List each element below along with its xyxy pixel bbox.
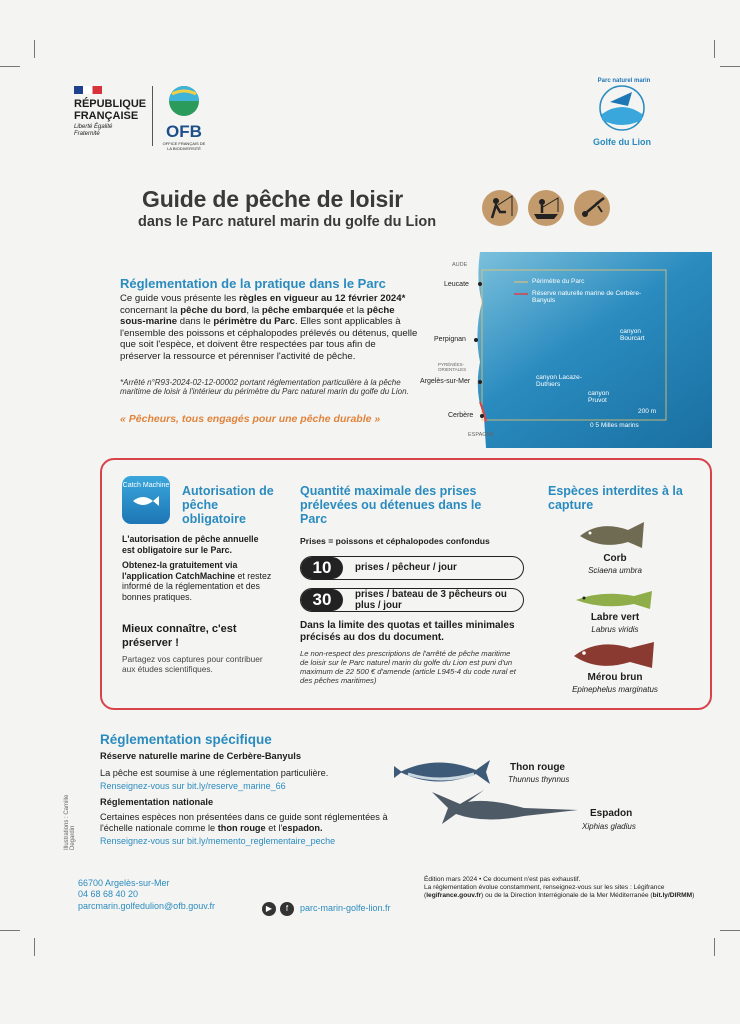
crop-mark: [720, 930, 740, 931]
fish-icon: [131, 493, 161, 509]
species-latin: Epinephelus marginatus: [572, 685, 658, 694]
quantity-limit: Dans la limite des quotas et tailles minimales précisés au dos du document.: [300, 620, 515, 643]
text: ): [692, 892, 695, 899]
text: Renseignez-vous sur: [100, 781, 188, 791]
pnm-logo: [588, 80, 656, 152]
regulation-note: *Arrêté n°R93-2024-02-12-00002 portant réglementation particulière à la pêche maritime de loisir à l'intérieur du périmètre du Parc naturel marin du golfe du Lion.: [120, 378, 409, 397]
map-label-canyon-lacaze: canyon Lacaze-Duthiers: [536, 374, 582, 388]
text-bold: pêche du bord: [180, 304, 247, 316]
authorization-app-text: [122, 560, 272, 602]
text-bold: règles en vigueur au 12 février 2024*: [238, 293, 406, 304]
text-bold: thon rouge: [217, 823, 266, 833]
ofb-globe-icon: [160, 84, 208, 118]
logo-separator: [152, 86, 153, 146]
species-name: Mérou brun: [587, 672, 643, 683]
ofb-name: OFB: [166, 122, 202, 141]
map-label-canyon-bourcart: canyon Bourcart: [620, 328, 645, 342]
text: dans le: [177, 316, 214, 328]
text: Renseignez-vous sur: [100, 836, 188, 846]
regulation-heading: Réglementation de la pratique dans le Parc: [120, 276, 386, 291]
crop-mark: [34, 40, 35, 58]
quota-number: 10: [301, 557, 343, 579]
map-scale: 0 5 Milles marins: [590, 422, 639, 429]
regulation-text: [120, 293, 418, 363]
quantity-subtitle: Prises = poissons et céphalopodes confondus: [300, 536, 490, 546]
phone: 04 68 68 40 20: [78, 889, 139, 900]
swordfish-name: Espadon: [590, 808, 633, 819]
spearfishing-icon: [574, 190, 610, 226]
merou-fish-icon: [570, 638, 658, 672]
reserve-link[interactable]: bit.ly/reserve_marine_66: [187, 781, 286, 791]
quota-pill: [300, 556, 524, 580]
crop-mark: [720, 66, 740, 67]
pnm-arc-label: Parc naturel marin: [597, 78, 651, 84]
quota-number: 30: [301, 589, 343, 611]
species-name: Labre vert: [590, 612, 640, 623]
tuna-name: Thon rouge: [510, 762, 565, 773]
address: 66700 Argelès-sur-Mer: [78, 878, 170, 888]
text: [424, 884, 714, 900]
tuna-fish-icon: [390, 752, 494, 792]
pnm-place: Golfe du Lion: [593, 137, 651, 147]
crop-mark: [34, 938, 35, 956]
authorization-text: L'autorisation de pêche annuelle est obligatoire sur le Parc.: [122, 534, 259, 555]
illustration-credit: Illustrations : Camille Degardin: [64, 794, 76, 850]
species-latin: Sciaena umbra: [588, 566, 642, 575]
text-bold: espadon.: [282, 823, 323, 833]
quota-pill: [300, 588, 524, 612]
text-bold: périmètre du Parc: [213, 316, 295, 328]
facebook-icon[interactable]: f: [280, 902, 294, 916]
crop-mark: [714, 938, 715, 956]
quota-text: prises / bateau de 3 pêcheurs ou plus / jour: [355, 589, 507, 611]
crop-mark: [0, 66, 20, 67]
quantity-heading: Quantité maximale des prises prélevées ou détenues dans le Parc: [300, 484, 482, 526]
pnm-emblem-icon: [588, 80, 656, 132]
text: La réglementation évolue constamment, renseignez-vous sur les sites : Légifrance (: [424, 884, 665, 899]
legend-perimeter: Périmètre du Parc: [532, 278, 585, 285]
forbidden-heading: Espèces interdites à la capture: [548, 484, 683, 512]
text: Édition mars 2024 • Ce document n'est pas exhaustif.: [424, 876, 581, 883]
youtube-icon[interactable]: ▶: [262, 902, 276, 916]
text-bold: pêche sous-marine: [120, 304, 395, 328]
text-bold: bit.ly/DIRMM: [652, 892, 693, 899]
national-text: [100, 812, 400, 834]
text-bold: Obtenez-la gratuitement via l'application CatchMachine: [122, 560, 238, 581]
national-link-line: [100, 836, 335, 846]
species-name: Corb: [603, 553, 627, 564]
catchmachine-app-icon: [122, 476, 170, 524]
marianne-flag-icon: [74, 86, 102, 94]
map-label-aude: AUDE: [452, 262, 468, 268]
fishing-boat-icon: [528, 190, 564, 226]
rf-title: RÉPUBLIQUE FRANÇAISE: [74, 98, 147, 122]
ofb-logo: [160, 84, 208, 151]
website-link[interactable]: parc-marin-golfe-lion.fr: [300, 903, 391, 913]
map-label-leucate: Leucate: [444, 281, 469, 288]
map-label-espagne: ESPAGNE: [468, 432, 495, 438]
quota-text: prises / pêcheur / jour: [355, 562, 457, 573]
map-label-pyrenees: PYRÉNÉES-ORIENTALES: [438, 362, 467, 372]
text: Ce guide vous présente les: [120, 293, 239, 304]
text: et la: [343, 304, 367, 316]
text: Certaines espèces non présentées dans ce guide sont réglementées à l'échelle nationale comme le: [100, 812, 388, 833]
map-label-cerbere: Cerbère: [448, 412, 474, 419]
reserve-text: La pêche est soumise à une réglementation particulière.: [100, 768, 329, 778]
legend-reserve: Réserve naturelle marine de Cerbère-Banyuls: [532, 290, 642, 304]
national-link[interactable]: bit.ly/memento_reglementaire_peche: [187, 836, 336, 846]
edition-info: [424, 876, 714, 900]
contact-block: [78, 878, 215, 912]
text: . Elles sont applicables à l'ensemble des poissons et céphalopodes prélevés ou détenus, quelle que soit l'espèce, et doivent être respectées par tous afin de préserver la ressource et pérenniser l'activité de pêche.: [120, 316, 418, 362]
fishing-shore-icon: [482, 190, 518, 226]
text: ) ou de la Direction Interrégionale de la Mer Méditerranée (: [481, 892, 653, 899]
share-text: Partagez vos captures pour contribuer aux études scientifiques.: [122, 654, 263, 674]
text: et restez informé de la réglementation et des bonnes pratiques.: [122, 570, 272, 602]
motto: Mieux connaître, c'est préserver !: [122, 623, 237, 649]
swordfish-latin: Xiphias gladius: [582, 822, 636, 831]
ofb-full: OFFICE FRANÇAIS DE LA BIODIVERSITÉ: [162, 141, 206, 151]
reserve-link-line: [100, 781, 286, 791]
species-latin: Labrus viridis: [591, 625, 639, 634]
text: , la: [246, 304, 262, 316]
text: concernant la: [120, 304, 181, 316]
quantity-note: Le non-respect des prescriptions de l'arrêté de pêche maritime de loisir sur le Parc naturel marin du golfe du Lion est puni d'un maximum de 22 500 € d'amende (article L945-4 du code rural et des pêches maritimes): [300, 649, 516, 685]
text: et l': [265, 823, 283, 833]
reserve-title: Réserve naturelle marine de Cerbère-Banyuls: [100, 751, 302, 761]
national-title: Réglementation nationale: [100, 797, 214, 807]
labre-vert-fish-icon: [572, 588, 656, 612]
map-label-depth: 200 m: [638, 408, 657, 415]
email-link[interactable]: parcmarin.golfedulion@ofb.gouv.fr: [78, 900, 216, 911]
map-label-perpignan: Perpignan: [434, 336, 466, 343]
crop-mark: [0, 930, 20, 931]
corb-fish-icon: [576, 518, 648, 552]
swordfish-icon: [428, 788, 582, 838]
rf-motto: Liberté Égalité Fraternité: [74, 124, 113, 137]
tuna-latin: Thunnus thynnus: [508, 775, 570, 784]
slogan: « Pêcheurs, tous engagés pour une pêche durable »: [120, 413, 381, 425]
page-subtitle: dans le Parc naturel marin du golfe du Lion: [138, 214, 437, 230]
specific-heading: Réglementation spécifique: [100, 732, 272, 747]
app-label: Catch Machine: [122, 482, 170, 489]
crop-mark: [714, 40, 715, 58]
map-label-canyon-pruvot: canyon Pruvot: [588, 390, 609, 404]
park-map: [420, 252, 712, 448]
authorization-heading: Autorisation de pêche obligatoire: [182, 484, 274, 526]
text-bold: legifrance.gouv.fr: [426, 892, 482, 899]
map-label-argeles: Argelès-sur-Mer: [420, 378, 471, 385]
page-title: Guide de pêche de loisir: [142, 186, 404, 212]
text-bold: pêche embarquée: [261, 304, 344, 316]
